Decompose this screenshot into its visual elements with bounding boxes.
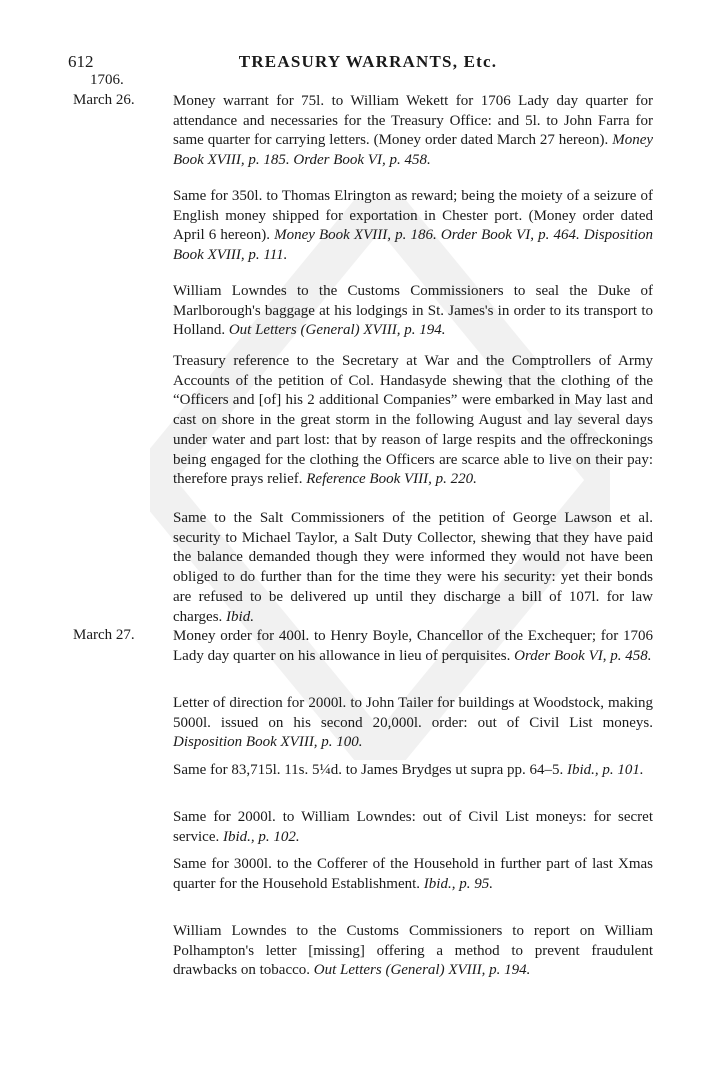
entry-ref: Out Letters (General) XVIII, p. 194.	[225, 322, 446, 339]
entry-ref: Money Book XVIII, p. 186. Order Book VI, p. 464. Disposition Book XVIII, p. 111.	[173, 227, 653, 264]
entry-text: Same for 350l. to Thomas Elrington as reward; being the moiety of a seizure of English money shipped for exportation in Chester port. (Money order dated April 6 hereon).	[173, 188, 653, 244]
entry-ref: Ibid., p. 102.	[219, 828, 300, 845]
entry-7	[173, 694, 653, 753]
entry-ref: Out Letters (General) XVIII, p. 194.	[310, 962, 531, 979]
date-march-26: March 26.	[73, 92, 135, 108]
entry-text: Money warrant for 75l. to William Wekett for 1706 Lady day quarter for attendance and necessaries for the Treasury Office: and 5l. to John Farra for same quarter for carrying letters. (Money order dated March 27 hereon).	[173, 93, 653, 149]
year-label: 1706.	[90, 72, 124, 88]
entry-ref: Ibid., p. 95.	[420, 875, 493, 892]
entry-text: Same for 3000l. to the Cofferer of the Household in further part of last Xmas quarter for the Household Establishment.	[173, 856, 653, 892]
entry-5	[173, 509, 653, 627]
entry-3	[173, 282, 653, 341]
entry-6	[173, 627, 653, 666]
entry-text: Money order for 400l. to Henry Boyle, Chancellor of the Exchequer; for 1706 Lady day quarter on his allowance in lieu of perquisites.	[173, 628, 653, 664]
entry-text: Letter of direction for 2000l. to John Tailer for buildings at Woodstock, making 5000l. issued on his second 20,000l. order: out of Civil List moneys.	[173, 695, 653, 731]
entry-10	[173, 855, 653, 894]
entry-text: William Lowndes to the Customs Commissioners to report on William Polhampton's letter [missing] offering a method to prevent fraudulent drawbacks on tobacco.	[173, 923, 653, 979]
entry-text: Treasury reference to the Secretary at War and the Comptrollers of Army Accounts of the petition of Col. Handasyde shewing that the clothing of the “Officers and [of] his 2 additional Companies” were embarked in May last and cast on shore in the great storm in the following August and lay several days under water and part lost: that by reason of large respits and the offreckonings being engaged for the clothing the Officers are scarce able to live on their pay: therefore prays relief.	[173, 353, 653, 488]
entry-9	[173, 808, 653, 847]
page-header	[68, 52, 668, 76]
entry-ref: Ibid., p. 101.	[563, 762, 644, 778]
date-march-27: March 27.	[73, 627, 135, 643]
entry-ref: Money Book XVIII, p. 185. Order Book VI, p. 458.	[173, 132, 654, 169]
page-number: 612	[68, 52, 94, 71]
entry-4	[173, 352, 653, 490]
entry-text: Same for 83,715l. 11s. 5¼d. to James Brydges ut supra pp. 64–5.	[173, 762, 564, 778]
entry-text: Same to the Salt Commissioners of the petition of George Lawson et al. security to Michael Taylor, a Salt Duty Collector, shewing that they have paid the balance demanded though they were informed they would not have been obliged to do further than for the time they were his security: yet their bonds are refused to be delivered up until they discharge a bill of 107l. for law charges.	[173, 510, 653, 625]
entry-ref: Ibid.	[222, 608, 254, 625]
entry-1	[173, 92, 653, 171]
entry-11	[173, 922, 653, 981]
entry-ref: Disposition Book XVIII, p. 100.	[173, 734, 363, 751]
entry-text: Same for 2000l. to William Lowndes: out of Civil List moneys: for secret service.	[173, 809, 653, 845]
entry-text: William Lowndes to the Customs Commissioners to seal the Duke of Marlborough's baggage at his lodgings in St. James's in order to its transport to Holland.	[173, 283, 653, 339]
entry-ref: Order Book VI, p. 458.	[510, 647, 652, 664]
entry-2	[173, 187, 653, 266]
running-title: TREASURY WARRANTS, Etc.	[238, 52, 498, 71]
entry-ref: Reference Book VIII, p. 220.	[302, 471, 477, 488]
entry-8	[173, 761, 653, 781]
